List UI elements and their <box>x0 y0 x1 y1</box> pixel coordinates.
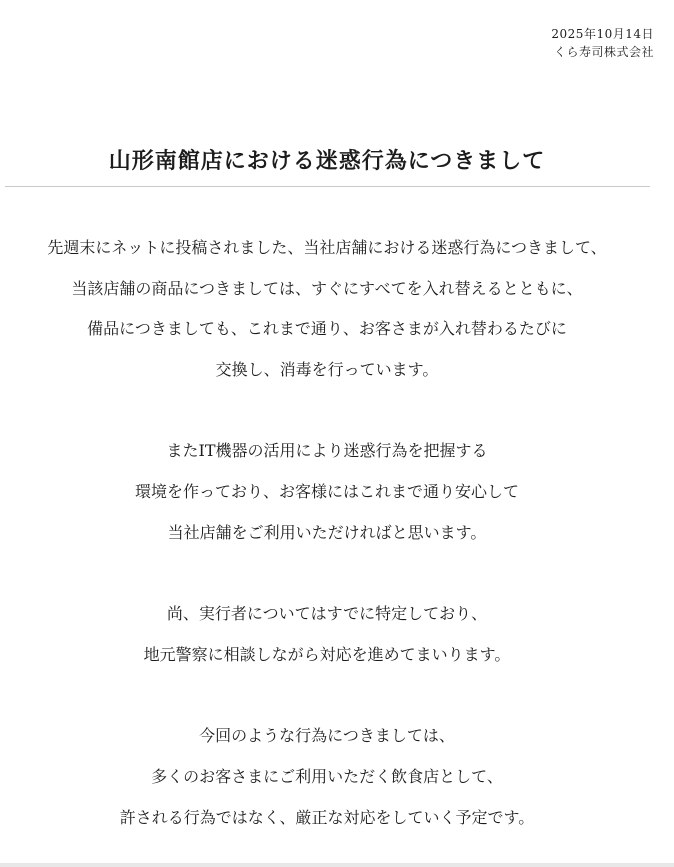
paragraph-line: 環境を作っており、お客様にはこれまで通り安心して <box>134 482 519 502</box>
paragraph-spacer <box>0 391 654 432</box>
paragraph-line: 先週末にネットに投稿されました、当社店舗における迷惑行為につきまして、 <box>47 238 607 257</box>
statement-body <box>0 228 654 838</box>
paragraph-line: 交換し、消毒を行っています。 <box>215 360 439 380</box>
paragraph-line: 地元警察に相談しながら対応を進めてまいります。 <box>143 644 511 664</box>
paragraph-line: 尚、実行者についてはすでに特定しており、 <box>166 604 488 624</box>
page-title: 山形南館店における迷惑行為につきまして <box>108 148 546 174</box>
paragraph-line: 当社店舗をご利用いただければと思います。 <box>167 522 487 542</box>
paragraph-3 <box>0 594 654 675</box>
paragraph-line: またIT機器の活用により迷惑行為を把握する <box>166 441 488 461</box>
paragraph-line: 当該店舗の商品につきましては、すぐにすべてを入れ替えるとともに、 <box>71 278 583 298</box>
paragraph-4 <box>0 716 654 838</box>
paragraph-2 <box>0 431 654 553</box>
paragraph-line: 多くのお客さまにご利用いただく飲食店として、 <box>151 766 503 786</box>
company-name: くら寿司株式会社 <box>553 45 654 59</box>
paragraph-line: 今回のような行為につきましては、 <box>199 726 455 746</box>
paragraph-1 <box>0 228 654 391</box>
page-bottom-edge <box>0 863 674 867</box>
paragraph-line: 備品につきましても、これまで通り、お客さまが入れ替わるたびに <box>87 319 567 339</box>
document-date: 2025年10月14日 <box>551 27 654 41</box>
title-divider <box>5 186 650 187</box>
paragraph-spacer <box>0 554 654 595</box>
paragraph-spacer <box>0 676 654 717</box>
document-meta <box>551 25 654 61</box>
paragraph-line: 許される行為ではなく、厳正な対応をしていく予定です。 <box>119 807 535 827</box>
